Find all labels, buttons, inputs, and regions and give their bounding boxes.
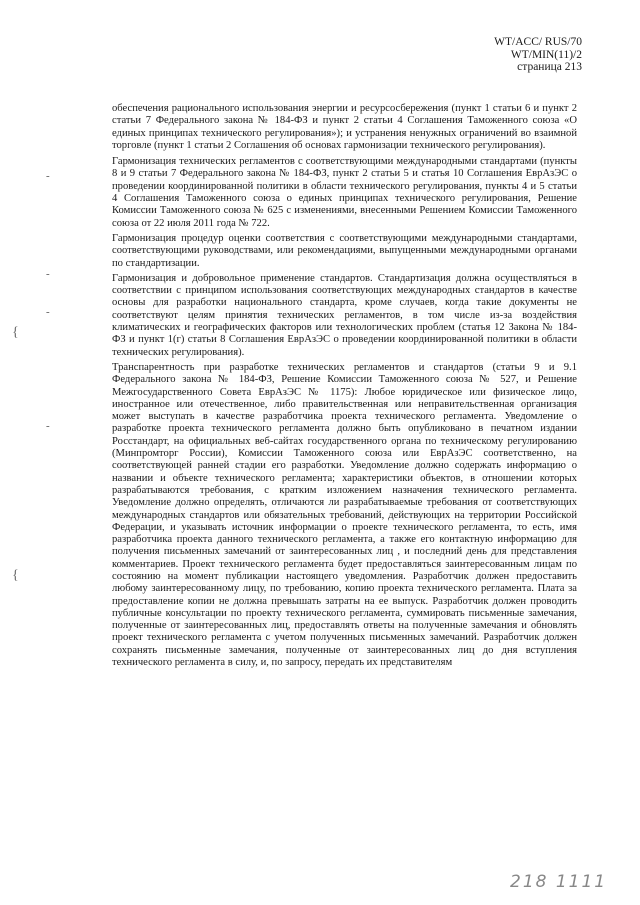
paragraph-resource-efficiency: обеспечения рационального использования энергии и ресурсосбережения (пункт 1 статьи 6 и пункт 2 статьи 7 Федерального закона № 184-ФЗ и пункт 2 статьи 4 Соглашения Таможенного союза «О единых принципах технического регулирования»); и устранения ненужных ограничений во взаимной торговле (пункт 1 статьи 2 Соглашения об основах гармонизации технического регулирования). bbox=[112, 103, 577, 151]
paragraph-harmonization-regulations: Гармонизация технических регламентов с соответствующими международными стандартами (пункты 8 и 9 статьи 7 Федерального закона № 184-ФЗ, пункт 2 статьи 5 и статья 10 Соглашения ЕврАзЭС о проведении координированной политики в области технического регулирования, пункты 4 и 5 статьи 4 Соглашения Таможенного союза о единых принципах технического регулирования, Решение Комиссии Таможенного союза № 625 с изменениями, внесенными Решением Комиссии Таможенного союза от 22 июля 2011 года № 722. bbox=[112, 156, 577, 229]
margin-brace-mark: { bbox=[12, 325, 19, 340]
document-body bbox=[112, 103, 577, 672]
header-symbol-acc: WT/ACC/ RUS/70 bbox=[494, 36, 582, 48]
paragraph-standards-harmonization: Гармонизация и добровольное применение стандартов. Стандартизация должна осуществляться в соответствии с принципом использования соответствующих международных стандартов в качестве основы для разработки национального стандарта, кроме случаев, когда такие документы не соответствуют целям принятия технических регламентов, в том числе из-за воздействия климатических и географических факторов или технологических проблем (статья 12 Закона № 184-ФЗ и пункт 1(г) статьи 8 Соглашения ЕврАзЭС о проведении координированной политики в области технических регулирования). bbox=[112, 272, 577, 358]
bullet-dash-3: - bbox=[46, 306, 50, 318]
bullet-dash-2: - bbox=[46, 268, 50, 280]
paragraph-transparency: Транспарентность при разработке технических регламентов и стандартов (статьи 9 и 9.1 Федерального закона № 184-ФЗ, Решение Комиссии Таможенного союза № 527, и Решение Межгосударственного Совета ЕврАзЭС № 1175): Любое юридическое или физическое лицо, иностранное или отечественное, либо правительственная или неправительственная организация может выступать в качестве разработчика проекта технического регламента. Уведомление о разработке проекта технического регламента должно быть опубликовано в печатном издании Росстандарт, на официальных веб-сайтах государственного органа по техническому регулированию (Минпромторг России), Комиссии Таможенного союза или ЕврАзЭС соответственно, на соответствующей ранней стадии его разработки. Уведомление должно содержать информацию о названии и объекте технического регламента; характеристики объектов, в отношении которых разрабатываются требования, с кратким изложением назначения технического регламента. Уведомление должно определять, отличаются ли разрабатываемые требования от соответствующих международных стандартов или обязательных требований, действующих на территории Российской Федерации, и указывать источник информации о проекте технического регламента, то есть, имя разработчика проекта данного технического регламента, а также его контактную информацию для получения письменных замечаний от заинтересованных лиц , и последний день для представления комментариев. Проект технического регламента будет предоставляться заинтересованным лицам по состоянию на момент публикации настоящего уведомления. Разработчик должен предоставить любому заинтересованному лицу, по требованию, копию проекта технического регламента. Плата за предоставление копии не должна превышать затраты на ее выпуск. Разработчик должен проводить публичные консультации по проекту технического регламента, суммировать письменные замечания, полученные от заинтересованных лиц, предоставлять ответы на полученные замечания и обновлять проект технического регламента с учетом полученных письменных замечаний. Разработчик должен сохранять письменные замечания, полученные от заинтересованных лиц до дня вступления технического регламента в силу, и, по запросу, передать их представителям bbox=[112, 361, 577, 669]
paragraph-conformity-assessment: Гармонизация процедур оценки соответствия с соответствующими международными стандартами, соответствующими руководствами, или рекомендациями, выпущенными международными органами по стандартизации. bbox=[112, 232, 577, 269]
margin-brace-mark: { bbox=[12, 568, 19, 583]
document-header bbox=[494, 36, 582, 74]
bullet-dash-4: - bbox=[46, 420, 50, 432]
bullet-dash-1: - bbox=[46, 170, 50, 182]
header-symbol-min: WT/MIN(11)/2 bbox=[510, 48, 582, 61]
header-page-number: страница 213 bbox=[517, 61, 582, 73]
handwritten-page-note: 218 1111 bbox=[510, 872, 608, 892]
